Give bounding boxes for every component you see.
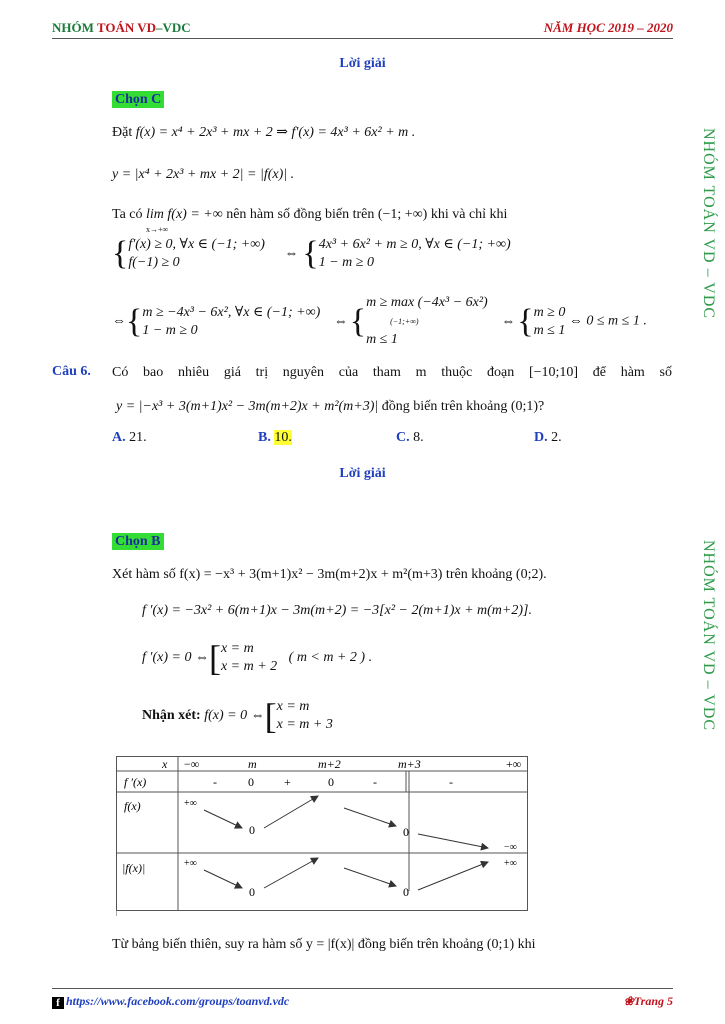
row-label-abs-f: |f(x)|: [122, 861, 146, 875]
solution-title-2: Lời giải: [339, 466, 386, 481]
abs-arrow-down-2: [344, 868, 396, 886]
abs-value-zero-1: 0: [249, 885, 255, 899]
sol1-system-row2: ⇔{m ≥ −4x³ − 6x², ∀x ∈ (−1; +∞) 1 − m ≥ 0 ⇔{m ≥ max (−4x³ − 6x²) (−1;+∞) m ≤ 1 ⇔{m ≥ 0 m ≤ 1 ⇔ 0 ≤ m ≤ 1 .: [112, 295, 647, 347]
row-label-f: f(x): [124, 799, 141, 813]
option-c[interactable]: C. 8.: [396, 430, 424, 445]
sol2-line1: Xét hàm số f(x) = −x³ + 3(m+1)x² − 3m(m+2)x + m²(m+3) trên khoảng (0;2).: [112, 567, 547, 582]
footer-page-number: ❀Trang 5: [623, 994, 673, 1008]
sol1-line3: Ta có lim f(x) = +∞ x→+∞ nên hàm số đồng biến trên (−1; +∞) khi và chỉ khi: [112, 207, 508, 234]
head-pos-inf: +∞: [506, 757, 522, 771]
question-function: y = |−x³ + 3(m+1)x² − 3m(m+2)x + m²(m+3)| đồng biến trên khoảng (0;1)?: [116, 399, 545, 414]
sol2-remark: Nhận xét: f(x) = 0 ⇔[x = m x = m + 3: [142, 696, 333, 736]
abs-value-pos-inf-2: +∞: [504, 858, 517, 869]
footer-divider: [52, 988, 673, 989]
abs-arrow-down-1: [204, 870, 242, 888]
option-d[interactable]: D. 2.: [534, 430, 562, 445]
f-arrow-down-1: [204, 810, 242, 828]
side-watermark-top: NHÓM TOÁN VD – VDC: [700, 128, 717, 320]
side-watermark-bottom: NHÓM TOÁN VD – VDC: [700, 540, 717, 732]
flower-icon: ❀: [623, 994, 634, 1008]
head-m-plus-2: m+2: [318, 757, 341, 771]
sign-5: -: [373, 775, 377, 789]
sign-1: -: [213, 775, 217, 789]
f-arrow-up: [264, 796, 318, 828]
sign-3: +: [284, 775, 291, 789]
sign-7: -: [449, 775, 453, 789]
answer-choice-2: Chọn B: [112, 532, 164, 550]
footer-link[interactable]: f https://www.facebook.com/groups/toanvd.vdc: [52, 994, 289, 1009]
option-a[interactable]: A. 21.: [112, 430, 147, 445]
sign-4: 0: [328, 775, 334, 789]
sign-2: 0: [248, 775, 254, 789]
sol2-conclusion: Từ bảng biến thiên, suy ra hàm số y = |f(x)| đồng biến trên khoảng (0;1) khi: [112, 937, 536, 952]
f-value-zero-1: 0: [249, 823, 255, 837]
solution-title: Lời giải: [339, 56, 386, 71]
variation-table: [116, 756, 528, 916]
abs-arrow-up-1: [264, 858, 318, 888]
abs-value-pos-inf-1: +∞: [184, 858, 197, 869]
head-neg-inf: −∞: [184, 757, 200, 771]
head-m: m: [248, 757, 257, 771]
head-x: x: [162, 757, 168, 771]
sol1-line1: Đặt f(x) = x⁴ + 2x³ + mx + 2 ⇒ f′(x) = 4x³ + 6x² + m .: [112, 125, 416, 140]
sol1-line2: y = |x⁴ + 2x³ + mx + 2| = |f(x)| .: [112, 167, 295, 182]
question-label: Câu 6.: [52, 364, 91, 379]
f-arrow-down-3: [418, 834, 488, 848]
header-group-name: NHÓM TOÁN VD–VDC: [52, 20, 191, 35]
header-school-year: NĂM HỌC 2019 – 2020: [543, 20, 673, 35]
variation-table-graphic: [116, 756, 528, 916]
sol1-system-row1: {f′(x) ≥ 0, ∀x ∈ (−1; +∞) f(−1) ≥ 0 ⇔ {4x³ + 6x² + m ≥ 0, ∀x ∈ (−1; +∞) 1 − m ≥ 0: [112, 235, 511, 272]
abs-value-zero-2: 0: [403, 885, 409, 899]
answer-choice: Chọn C: [112, 90, 164, 108]
f-value-zero-2: 0: [403, 825, 409, 839]
option-b[interactable]: B. 10.: [258, 430, 292, 445]
f-arrow-down-2: [344, 808, 396, 826]
header-divider: [52, 38, 673, 39]
f-value-neg-inf: −∞: [504, 842, 517, 853]
head-m-plus-3: m+3: [398, 757, 421, 771]
question-text: Có bao nhiêu giá trị nguyên của tham m thuộc đoạn [−10;10] để hàm số: [112, 365, 672, 380]
sol2-line3: f ′(x) = 0 ⇔[x = m x = m + 2 ( m < m + 2 ) .: [142, 638, 373, 678]
sol2-line2: f ′(x) = −3x² + 6(m+1)x − 3m(m+2) = −3[x² − 2(m+1)x + m(m+2)].: [142, 603, 532, 618]
f-value-pos-inf: +∞: [184, 798, 197, 809]
facebook-icon: f: [52, 997, 64, 1009]
abs-arrow-up-2: [418, 862, 488, 890]
row-label-fprime: f ′(x): [124, 775, 147, 789]
